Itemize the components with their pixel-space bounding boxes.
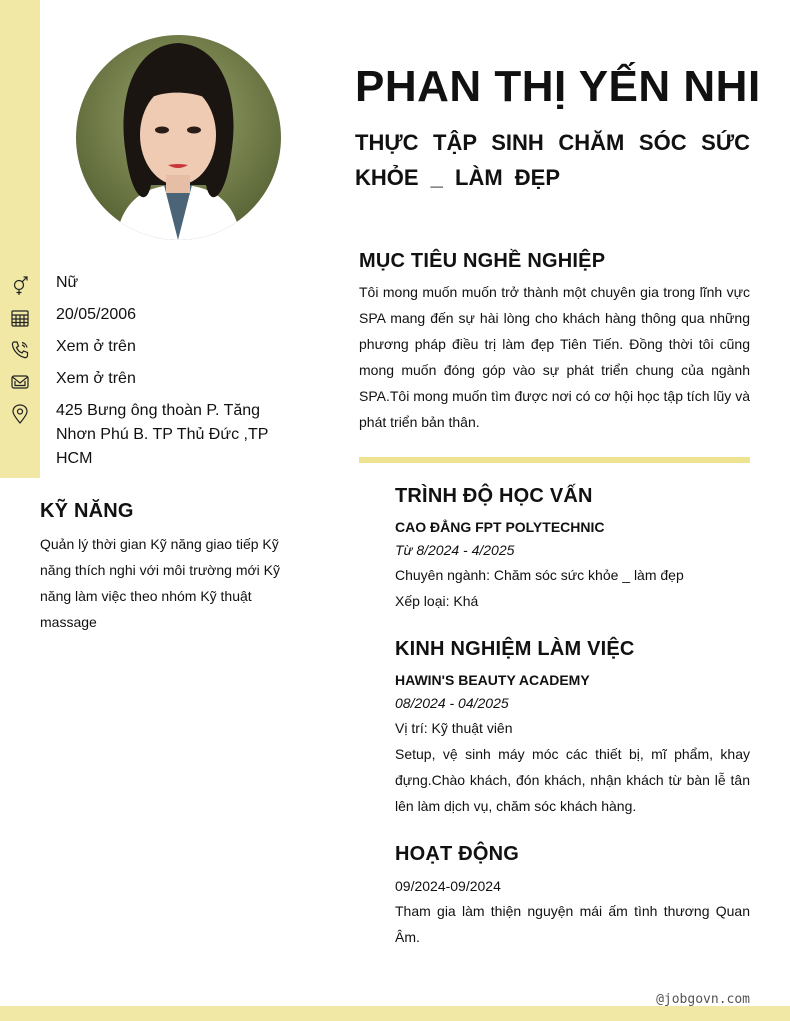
experience-heading: KINH NGHIỆM LÀM VIỆC xyxy=(395,638,635,660)
dob-value: 20/05/2006 xyxy=(56,306,137,323)
education-section xyxy=(395,485,750,614)
bottom-accent-band xyxy=(0,1006,790,1021)
activities-description: Tham gia làm thiện nguyện mái ấm tình thương Quan Âm. xyxy=(395,903,750,945)
contact-gender xyxy=(0,270,300,302)
job-title: THỰC TẬP SINH CHĂM SÓC SỨC KHỎE _ LÀM ĐẸP xyxy=(355,130,750,190)
career-objective-section xyxy=(359,250,750,435)
gender-icon xyxy=(0,270,40,302)
profile-photo xyxy=(76,35,281,240)
school-name: CAO ĐẲNG FPT POLYTECHNIC xyxy=(395,519,605,535)
education-heading: TRÌNH ĐỘ HỌC VẤN xyxy=(395,485,593,507)
company-name: HAWIN'S BEAUTY ACADEMY xyxy=(395,672,590,688)
phone-value: Xem ở trên xyxy=(56,338,136,355)
contact-dob xyxy=(0,302,300,334)
activities-heading: HOẠT ĐỘNG xyxy=(395,843,520,865)
education-major: Chuyên ngành: Chăm sóc sức khỏe _ làm đẹp xyxy=(395,567,684,583)
calendar-icon xyxy=(0,302,40,334)
gender-value: Nữ xyxy=(56,274,79,291)
skills-heading: KỸ NĂNG xyxy=(40,500,134,522)
location-pin-icon xyxy=(0,398,40,430)
education-period: Từ 8/2024 - 4/2025 xyxy=(395,542,515,558)
phone-icon xyxy=(0,334,40,366)
email-icon xyxy=(0,366,40,398)
contact-phone xyxy=(0,334,300,366)
experience-section xyxy=(395,638,750,819)
experience-period: 08/2024 - 04/2025 xyxy=(395,695,509,711)
activities-section xyxy=(395,843,750,950)
contact-email xyxy=(0,366,300,398)
career-text: Tôi mong muốn muốn trở thành một chuyên gia trong lĩnh vực SPA mang đến sự hài lòng cho khách hàng thông qua những phương pháp điều trị làm đẹp Tiên Tiến. Đồng thời tôi cũng mong muốn đóng góp vào sự phát triển chung của ngành SPA.Tôi mong muốn tìm được nơi có cơ hội học tập tích lũy và phát triển bản thân. xyxy=(359,284,750,430)
address-value: 425 Bưng ông thoàn P. Tăng Nhơn Phú B. TP Thủ Đức ,TP HCM xyxy=(56,402,269,467)
skills-text: Quản lý thời gian Kỹ năng giao tiếp Kỹ năng thích nghi với môi trường mới Kỹ năng làm việc theo nhóm Kỹ thuật massage xyxy=(40,536,281,630)
experience-description: Setup, vệ sinh máy móc các thiết bị, mĩ phẩm, khay đựng.Chào khách, đón khách, nhận khách từ bàn lễ tân lên làm dịch vụ, chăm sóc khách hàng. xyxy=(395,746,750,814)
activities-period: 09/2024-09/2024 xyxy=(395,878,501,894)
email-value: Xem ở trên xyxy=(56,370,136,387)
skills-section xyxy=(40,500,300,635)
experience-position: Vị trí: Kỹ thuật viên xyxy=(395,720,513,736)
career-heading: MỤC TIÊU NGHỀ NGHIỆP xyxy=(359,250,606,272)
section-divider xyxy=(359,457,750,463)
contact-address xyxy=(0,398,300,471)
candidate-name: PHAN THỊ YẾN NHI xyxy=(355,62,761,111)
watermark: @jobgovn.com xyxy=(656,992,750,1007)
contact-list xyxy=(0,270,300,471)
education-grade: Xếp loại: Khá xyxy=(395,593,479,609)
